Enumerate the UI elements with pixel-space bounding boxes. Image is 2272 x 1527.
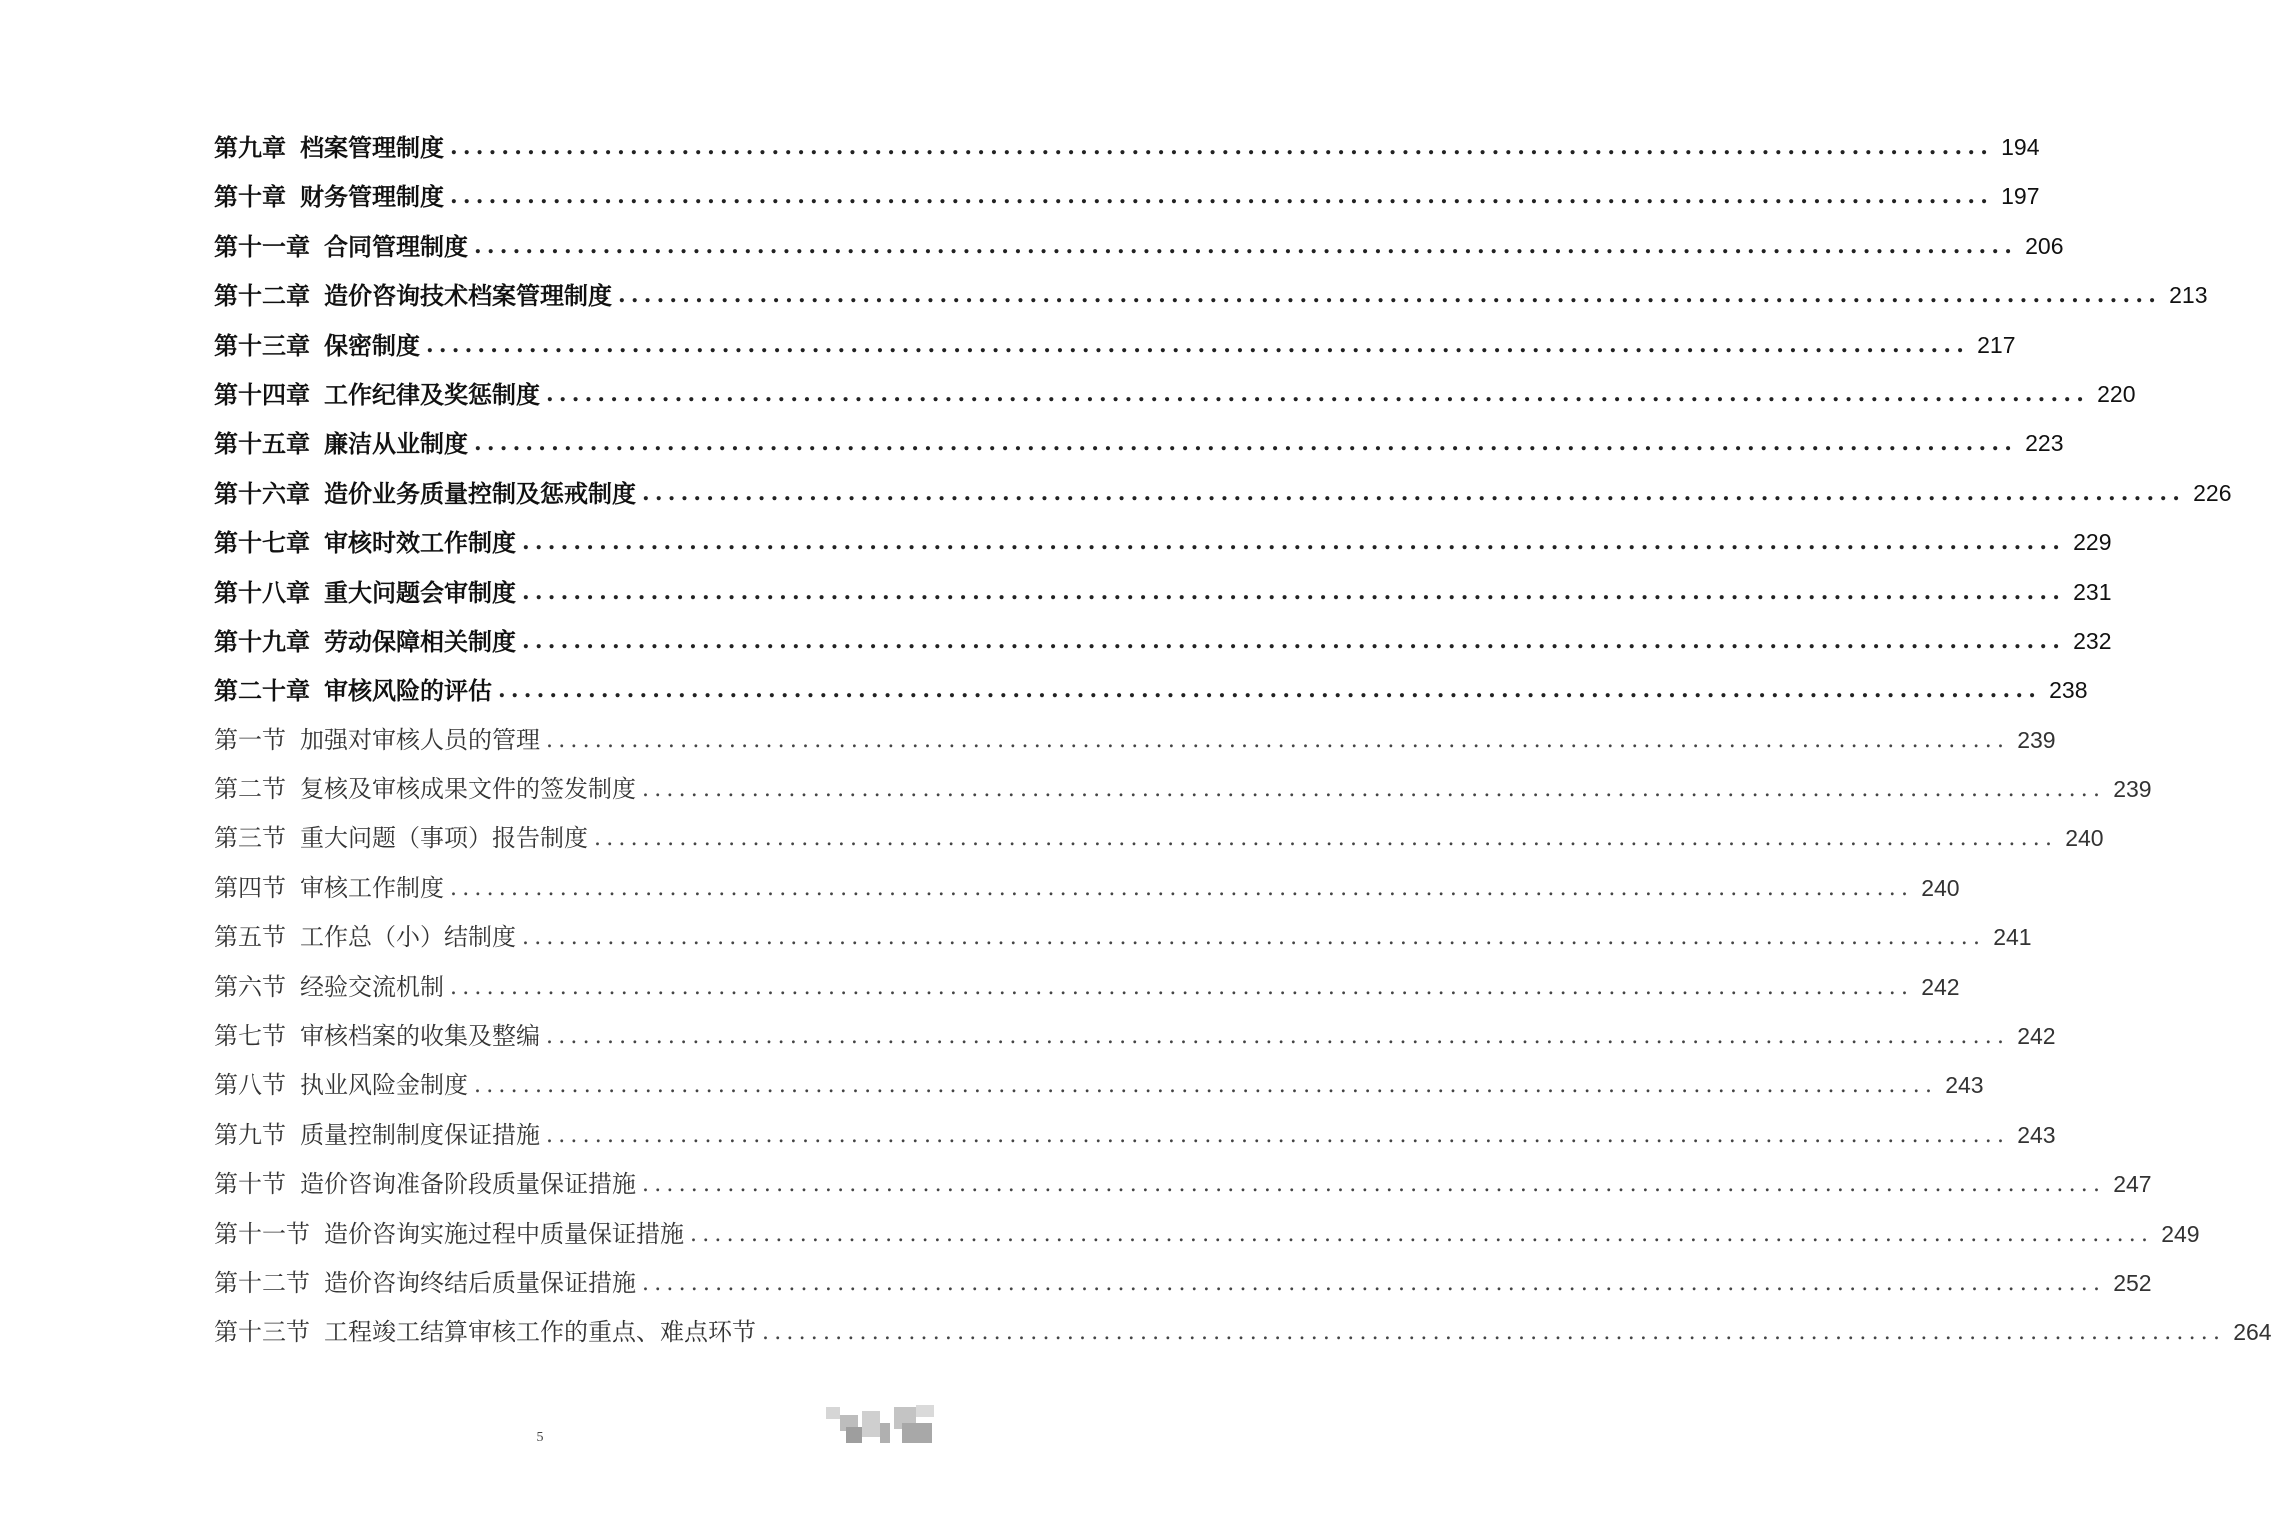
toc-entry-number: 第六节 bbox=[214, 972, 286, 1001]
toc-section-entry[interactable] bbox=[214, 1012, 2056, 1061]
toc-entry-page: 243 bbox=[1945, 1072, 1984, 1099]
toc-entry-title: 复核及审核成果文件的签发制度 bbox=[300, 775, 636, 804]
toc-entry-page: 247 bbox=[2113, 1171, 2152, 1198]
toc-dot-leader: ........................................................................................................................ bbox=[546, 380, 2090, 407]
toc-entry-label bbox=[214, 1061, 468, 1110]
toc-entry-label bbox=[214, 222, 468, 271]
toc-dot-leader: ........................................................................................................................ bbox=[546, 1122, 2010, 1148]
toc-entry-title: 审核时效工作制度 bbox=[324, 528, 516, 558]
toc-section-entry[interactable] bbox=[214, 1061, 1984, 1110]
toc-entry-page: 249 bbox=[2161, 1220, 2200, 1247]
toc-entry-title: 造价咨询终结后质量保证措施 bbox=[324, 1268, 636, 1297]
toc-entry-page: 231 bbox=[2073, 578, 2112, 605]
toc-entry-title: 重大问题会审制度 bbox=[324, 577, 516, 607]
toc-entry-label bbox=[214, 321, 420, 370]
toc-entry-label bbox=[214, 1210, 684, 1259]
toc-chapter-entry[interactable] bbox=[214, 321, 2016, 370]
toc-entry-label bbox=[214, 419, 468, 468]
toc-entry-title: 审核风险的评估 bbox=[324, 676, 492, 706]
toc-chapter-entry[interactable] bbox=[214, 172, 2040, 221]
toc-entry-number: 第十节 bbox=[214, 1170, 286, 1199]
toc-dot-leader: ........................................................................................................................ bbox=[450, 183, 1994, 210]
toc-entry-title: 档案管理制度 bbox=[300, 133, 444, 162]
toc-dot-leader: ........................................................................................................................ bbox=[546, 727, 2010, 753]
toc-entry-number: 第一节 bbox=[214, 725, 286, 754]
toc-entry-page: 232 bbox=[2073, 627, 2112, 654]
toc-dot-leader: ........................................................................................................................ bbox=[474, 430, 2018, 457]
toc-chapter-entry[interactable] bbox=[214, 617, 2112, 666]
toc-dot-leader: ........................................................................................................................ bbox=[522, 578, 2066, 605]
toc-entry-title: 保密制度 bbox=[324, 330, 420, 360]
toc-chapter-entry[interactable] bbox=[214, 271, 2208, 320]
toc-entry-page: 238 bbox=[2049, 677, 2088, 704]
toc-section-entry[interactable] bbox=[214, 1111, 2056, 1160]
toc-entry-title: 工作总（小）结制度 bbox=[300, 923, 516, 952]
toc-section-entry[interactable] bbox=[214, 864, 1960, 913]
toc-dot-leader: ........................................................................................................................ bbox=[642, 479, 2186, 506]
toc-entry-page: 252 bbox=[2113, 1269, 2152, 1296]
toc-entry-number: 第十四章 bbox=[214, 379, 310, 409]
toc-entry-page: 226 bbox=[2193, 479, 2232, 506]
toc-entry-number: 第十三章 bbox=[214, 330, 310, 360]
toc-dot-leader: ........................................................................................................................ bbox=[618, 282, 2162, 309]
toc-entry-title: 经验交流机制 bbox=[300, 972, 444, 1001]
toc-dot-leader: ........................................................................................................................ bbox=[594, 826, 2058, 852]
toc-entry-page: 217 bbox=[1977, 331, 2016, 358]
toc-entry-label bbox=[214, 1111, 540, 1160]
toc-dot-leader: ........................................................................................................................ bbox=[522, 925, 1986, 951]
toc-entry-label bbox=[214, 123, 444, 172]
toc-dot-leader: ........................................................................................................................ bbox=[690, 1221, 2154, 1247]
toc-section-entry[interactable] bbox=[214, 913, 2032, 962]
toc-entry-page: 213 bbox=[2169, 282, 2208, 309]
toc-entry-label bbox=[214, 370, 540, 419]
toc-entry-label bbox=[214, 271, 612, 320]
toc-chapter-entry[interactable] bbox=[214, 123, 2040, 172]
toc-dot-leader: ........................................................................................................................ bbox=[642, 777, 2106, 803]
toc-entry-number: 第九节 bbox=[214, 1120, 286, 1149]
toc-entry-page: 239 bbox=[2113, 776, 2152, 803]
watermark-stamp bbox=[826, 1405, 936, 1445]
toc-entry-number: 第八节 bbox=[214, 1071, 286, 1100]
toc-entry-label bbox=[214, 617, 516, 666]
toc-section-entry[interactable] bbox=[214, 1210, 2200, 1259]
toc-entry-number: 第二节 bbox=[214, 775, 286, 804]
toc-entry-page: 239 bbox=[2017, 726, 2056, 753]
toc-entry-number: 第九章 bbox=[214, 133, 286, 162]
toc-dot-leader: ........................................................................................................................ bbox=[450, 134, 1994, 160]
toc-dot-leader: ........................................................................................................................ bbox=[762, 1320, 2226, 1346]
toc-entry-title: 审核档案的收集及整编 bbox=[300, 1022, 540, 1051]
toc-entry-title: 加强对审核人员的管理 bbox=[300, 725, 540, 754]
toc-entry-page: 229 bbox=[2073, 529, 2112, 556]
toc-entry-number: 第七节 bbox=[214, 1022, 286, 1051]
toc-dot-leader: ........................................................................................................................ bbox=[450, 974, 1914, 1000]
toc-entry-page: 264 bbox=[2233, 1319, 2272, 1346]
toc-entry-page: 194 bbox=[2001, 134, 2040, 160]
toc-section-entry[interactable] bbox=[214, 716, 2056, 765]
toc-entry-number: 第十一章 bbox=[214, 231, 310, 261]
toc-entry-title: 工作纪律及奖惩制度 bbox=[324, 379, 540, 409]
toc-entry-number: 第十九章 bbox=[214, 626, 310, 656]
toc-section-entry[interactable] bbox=[214, 814, 2104, 863]
toc-section-entry[interactable] bbox=[214, 1259, 2152, 1308]
toc-entry-number: 第十八章 bbox=[214, 577, 310, 607]
toc-entry-number: 第十章 bbox=[214, 182, 286, 212]
toc-entry-label bbox=[214, 518, 516, 567]
toc-dot-leader: ........................................................................................................................ bbox=[426, 331, 1970, 358]
toc-dot-leader: ........................................................................................................................ bbox=[474, 232, 2018, 259]
table-of-contents bbox=[214, 123, 2272, 1358]
toc-section-entry[interactable] bbox=[214, 765, 2152, 814]
toc-entry-title: 合同管理制度 bbox=[324, 231, 468, 261]
toc-entry-label bbox=[214, 568, 516, 617]
toc-entry-label bbox=[214, 1012, 540, 1061]
toc-entry-title: 造价咨询准备阶段质量保证措施 bbox=[300, 1170, 636, 1199]
toc-entry-number: 第二十章 bbox=[214, 676, 310, 706]
toc-entry-label bbox=[214, 913, 516, 962]
toc-entry-page: 242 bbox=[1921, 973, 1960, 1000]
toc-entry-number: 第五节 bbox=[214, 923, 286, 952]
toc-chapter-entry[interactable] bbox=[214, 666, 2088, 715]
toc-entry-title: 廉洁从业制度 bbox=[324, 429, 468, 459]
toc-dot-leader: ........................................................................................................................ bbox=[498, 677, 2042, 704]
toc-entry-page: 240 bbox=[1921, 874, 1960, 901]
toc-entry-page: 241 bbox=[1993, 924, 2032, 951]
toc-entry-title: 工程竣工结算审核工作的重点、难点环节 bbox=[324, 1318, 756, 1347]
toc-entry-title: 审核工作制度 bbox=[300, 873, 444, 902]
toc-entry-title: 造价咨询技术档案管理制度 bbox=[324, 281, 612, 311]
toc-entry-number: 第三节 bbox=[214, 824, 286, 853]
toc-section-entry[interactable] bbox=[214, 1308, 2272, 1357]
toc-entry-page: 197 bbox=[2001, 183, 2040, 210]
toc-dot-leader: ........................................................................................................................ bbox=[642, 1270, 2106, 1296]
toc-dot-leader: ........................................................................................................................ bbox=[522, 627, 2066, 654]
toc-chapter-entry[interactable] bbox=[214, 222, 2064, 271]
toc-entry-title: 财务管理制度 bbox=[300, 182, 444, 212]
toc-entry-title: 执业风险金制度 bbox=[300, 1071, 468, 1100]
toc-entry-page: 220 bbox=[2097, 380, 2136, 407]
toc-entry-page: 206 bbox=[2025, 232, 2064, 259]
toc-entry-number: 第十一节 bbox=[214, 1219, 310, 1248]
toc-entry-number: 第十二节 bbox=[214, 1268, 310, 1297]
toc-entry-label bbox=[214, 765, 636, 814]
toc-entry-label bbox=[214, 172, 444, 221]
toc-dot-leader: ........................................................................................................................ bbox=[474, 1073, 1938, 1099]
toc-dot-leader: ........................................................................................................................ bbox=[642, 1172, 2106, 1198]
toc-entry-label bbox=[214, 1259, 636, 1308]
toc-entry-title: 造价业务质量控制及惩戒制度 bbox=[324, 478, 636, 508]
toc-entry-label bbox=[214, 716, 540, 765]
toc-entry-label bbox=[214, 864, 444, 913]
toc-entry-title: 质量控制制度保证措施 bbox=[300, 1120, 540, 1149]
toc-entry-page: 223 bbox=[2025, 430, 2064, 457]
toc-dot-leader: ........................................................................................................................ bbox=[546, 1024, 2010, 1050]
toc-entry-label bbox=[214, 1308, 756, 1357]
toc-entry-label bbox=[214, 963, 444, 1012]
toc-chapter-entry[interactable] bbox=[214, 518, 2112, 567]
toc-entry-label bbox=[214, 469, 636, 518]
toc-entry-number: 第十五章 bbox=[214, 429, 310, 459]
toc-entry-number: 第十三节 bbox=[214, 1318, 310, 1347]
toc-dot-leader: ........................................................................................................................ bbox=[450, 875, 1914, 901]
toc-entry-number: 第四节 bbox=[214, 873, 286, 902]
toc-section-entry[interactable] bbox=[214, 1160, 2152, 1209]
toc-chapter-entry[interactable] bbox=[214, 370, 2136, 419]
toc-chapter-entry[interactable] bbox=[214, 469, 2232, 518]
toc-entry-number: 第十二章 bbox=[214, 281, 310, 311]
toc-entry-number: 第十六章 bbox=[214, 478, 310, 508]
toc-entry-page: 243 bbox=[2017, 1121, 2056, 1148]
toc-section-entry[interactable] bbox=[214, 963, 1960, 1012]
toc-entry-page: 240 bbox=[2065, 825, 2104, 852]
toc-entry-label bbox=[214, 1160, 636, 1209]
toc-entry-title: 劳动保障相关制度 bbox=[324, 626, 516, 656]
toc-entry-page: 242 bbox=[2017, 1023, 2056, 1050]
toc-chapter-entry[interactable] bbox=[214, 568, 2112, 617]
toc-dot-leader: ........................................................................................................................ bbox=[522, 529, 2066, 556]
toc-entry-title: 造价咨询实施过程中质量保证措施 bbox=[324, 1219, 684, 1248]
toc-entry-number: 第十七章 bbox=[214, 528, 310, 558]
toc-entry-label bbox=[214, 666, 492, 715]
page-number: 5 bbox=[536, 1430, 544, 1445]
toc-entry-label bbox=[214, 814, 588, 863]
toc-chapter-entry[interactable] bbox=[214, 419, 2064, 468]
toc-entry-title: 重大问题（事项）报告制度 bbox=[300, 824, 588, 853]
